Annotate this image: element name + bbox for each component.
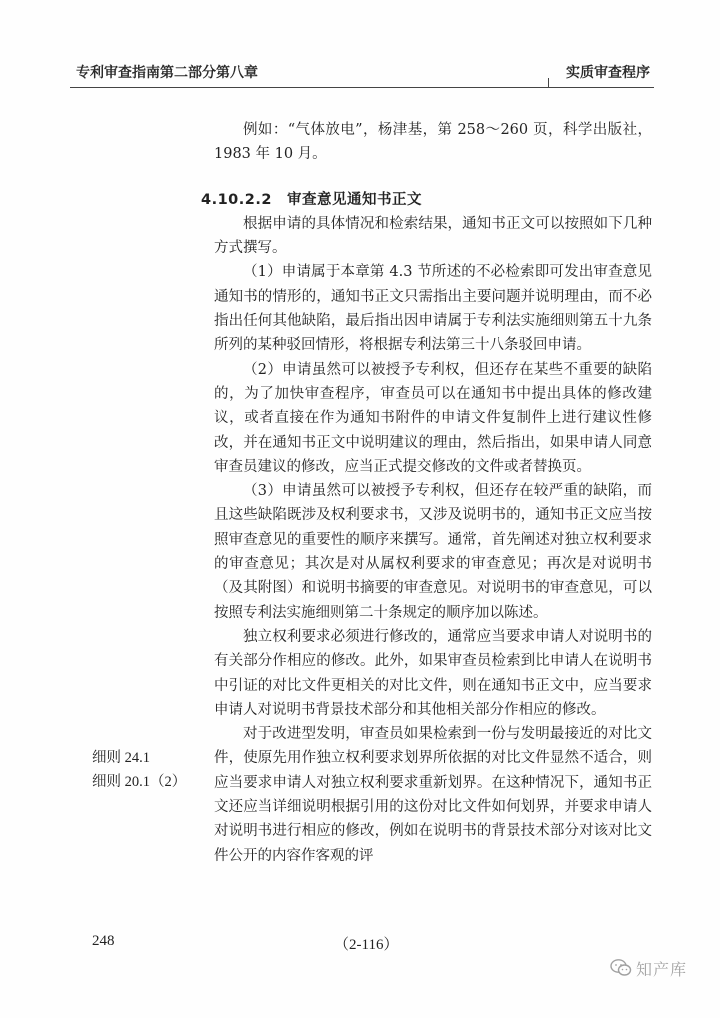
paragraph: 根据申请的具体情况和检索结果，通知书正文可以按照如下几种方式撰写。	[214, 215, 652, 257]
paragraph: （1）申请属于本章第 4.3 节所述的不必检索即可发出审查意见通知书的情形的，通知书正文只需指出主要问题并说明理由，而不必指出任何其他缺陷，最后指出因申请属于专利法实施细则第五十九条所列的某种驳回情形，将根据专利法第三十八条驳回申请。	[214, 264, 652, 354]
example-citation: 例如：“气体放电”，杨津基，第 258～260 页，科学出版社，1983 年 10 月。	[214, 122, 652, 163]
paragraph: 对于改进型发明，审查员如果检索到一份与发明最接近的对比文件，使原先用作独立权利要求划界所依据的对比文件显然不适合，则应当要求申请人对独立权利要求重新划界。在这种情况下，通知书正文还应当详细说明根据引用的这份对比文件如何划界，并要求申请人对说明书进行相应的修改，例如在说明书的背景技术部分对该对比文件公开的内容作客观的评	[214, 726, 652, 864]
margin-notes	[92, 746, 186, 795]
spacer	[214, 167, 652, 188]
paragraph: （3）申请虽然可以被授予专利权，但还存在较严重的缺陷，而且这些缺陷既涉及权利要求书，又涉及说明书的，通知书正文应当按照审查意见的重要性的顺序来撰写。通常，首先阐述对独立权利要求的审查意见；其次是对从属权利要求的审查意见；再次是对说明书（及其附图）和说明书摘要的审查意见。对说明书的审查意见，可以按照专利法实施细则第二十条规定的顺序加以陈述。	[214, 483, 652, 621]
section-page-number: （2-116）	[334, 937, 399, 953]
header-section-title: 实质审查程序	[566, 65, 650, 81]
watermark	[610, 955, 710, 981]
margin-note: 细则 20.1（2）	[92, 774, 187, 791]
wechat-logo-icon	[610, 958, 632, 978]
header-divider	[70, 87, 654, 88]
section-heading: 4.10.2.2 审查意见通知书正文	[201, 191, 422, 208]
watermark-text: 知产库	[636, 959, 688, 979]
paragraph: 独立权利要求必须进行修改的，通常应当要求申请人对说明书的有关部分作相应的修改。此外，如果审查员检索到比申请人在说明书中引证的对比文件更相关的对比文件，则在通知书正文中，应当要求申请人对说明书背景技术部分和其他相关部分作相应的修改。	[214, 628, 652, 718]
paragraph: （2）申请虽然可以被授予专利权，但还存在某些不重要的缺陷的，为了加快审查程序，审查员可以在通知书中提出具体的修改建议，或者直接在作为通知书附件的申请文件复制件上进行建议性修改，并在通知书正文中说明建议的理由，然后指出，如果申请人同意审查员建议的修改，应当正式提交修改的文件或者替换页。	[214, 361, 652, 475]
body-text	[201, 118, 652, 868]
margin-note: 细则 24.1	[92, 750, 150, 766]
header-divider-tick	[548, 78, 549, 88]
page-number: 248	[92, 933, 115, 949]
header-chapter-title: 专利审查指南第二部分第八章	[76, 65, 258, 81]
running-header	[76, 58, 650, 84]
